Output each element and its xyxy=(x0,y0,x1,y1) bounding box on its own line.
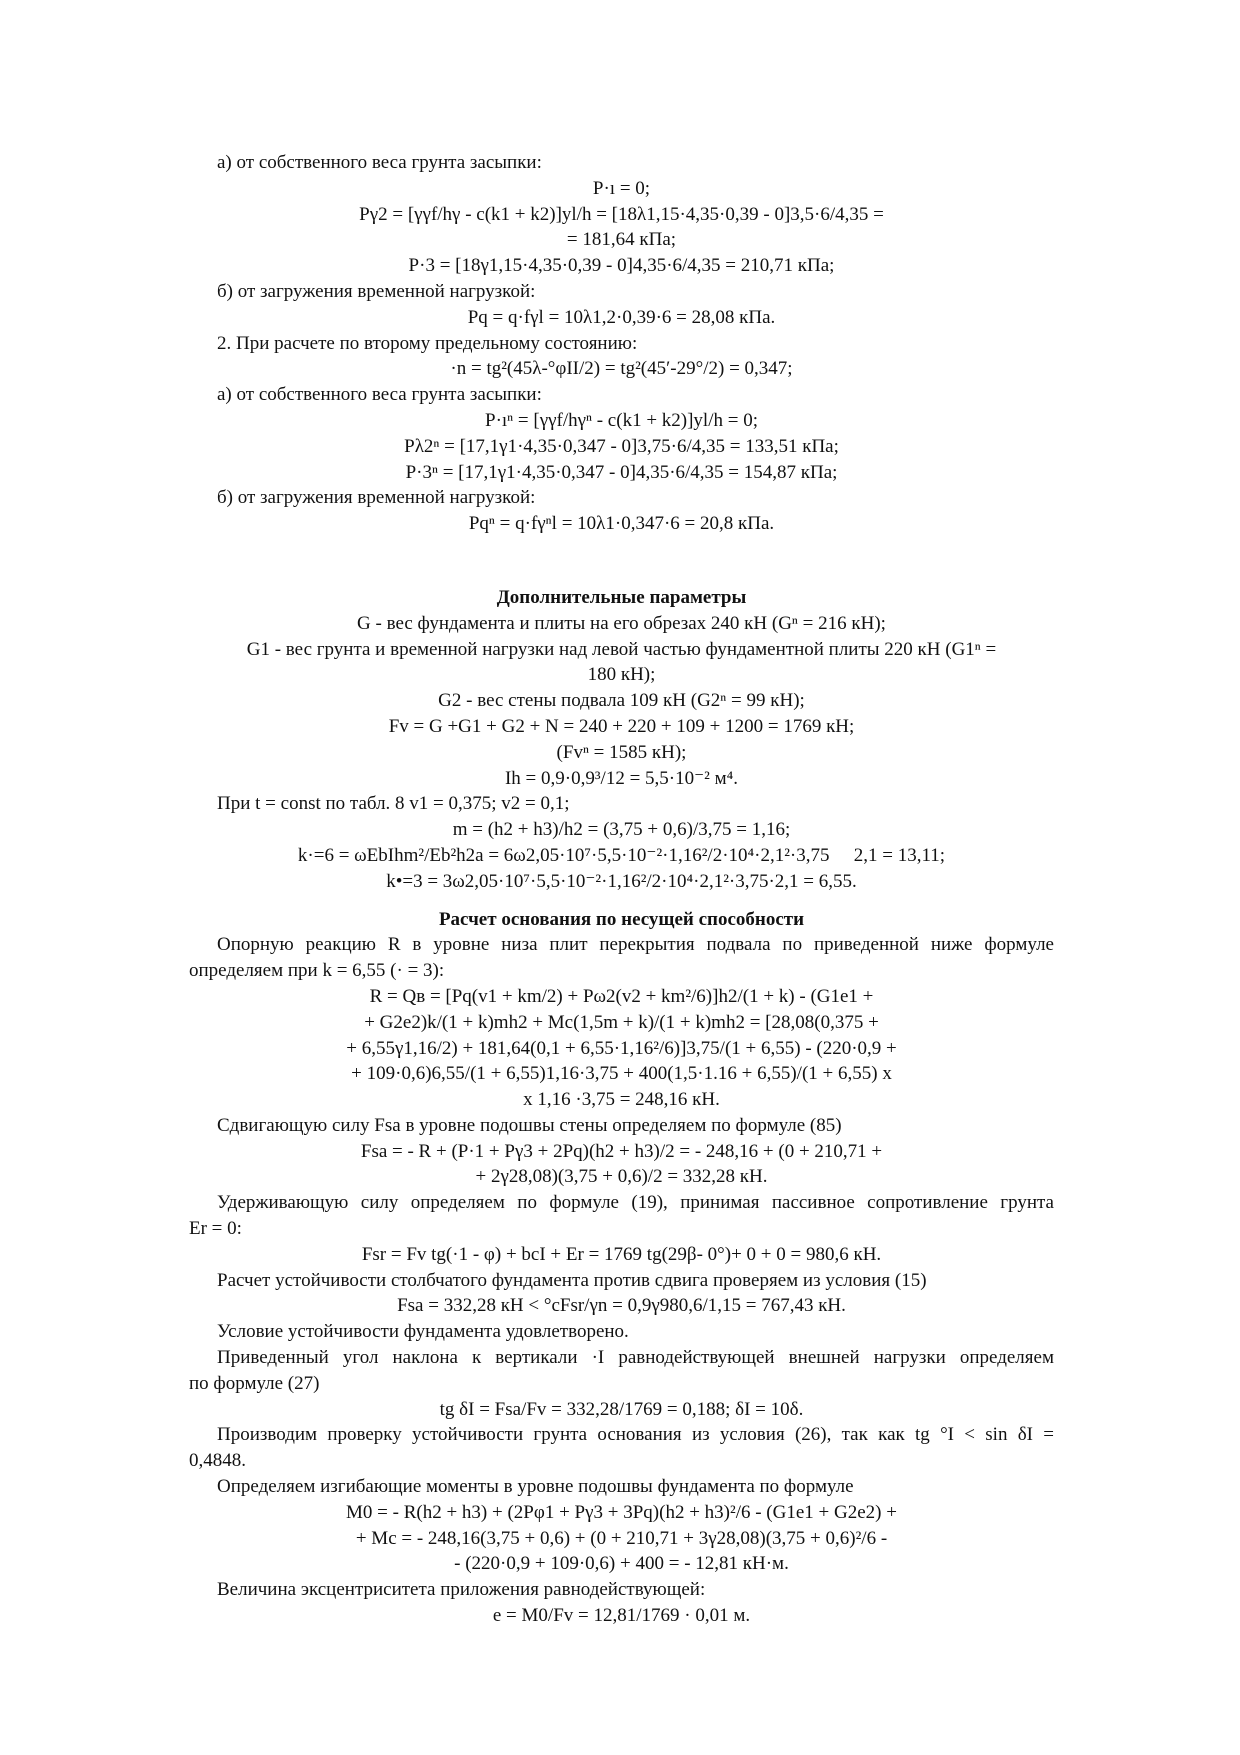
formula-line: P·ıⁿ = [γγf/hγⁿ - c(k1 + k2)]yl/h = 0; xyxy=(485,409,758,431)
formula-line: tg δI = Fsa/Fv = 332,28/1769 = 0,188; δI = 10δ. xyxy=(439,1398,804,1420)
formula-line: + 6,55γ1,16/2) + 181,64(0,1 + 6,55·1,16²/6)]3,75/(1 + 6,55) - (220·0,9 + xyxy=(346,1037,897,1059)
text-line: 2. При расчете по второму предельному состоянию: xyxy=(217,332,638,354)
formula-line: 180 кН); xyxy=(587,664,656,686)
heading-bearing-capacity: Расчет основания по несущей способности xyxy=(438,908,805,930)
section-bearing-capacity xyxy=(189,932,1054,1629)
section-gap xyxy=(189,895,1054,907)
formula-line: e = M0/Fv = 12,81/1769 · 0,01 м. xyxy=(492,1605,751,1627)
formula-line: Fsa = 332,28 кН < °cFsr/γn = 0,9γ980,6/1,15 = 767,43 кН. xyxy=(397,1295,846,1317)
text-line: по формуле (27) xyxy=(189,1372,320,1394)
formula-line: + 2γ28,08)(3,75 + 0,6)/2 = 332,28 кН. xyxy=(475,1166,768,1188)
text-line: б) от загружения временной нагрузкой: xyxy=(217,487,536,509)
formula-line: + Mc = - 248,16(3,75 + 0,6) + (0 + 210,71 + 3γ28,08)(3,75 + 0,6)²/6 - xyxy=(355,1527,888,1549)
formula-line: Fsa = - R + (P·1 + Pγ3 + 2Pq)(h2 + h3)/2 = - 248,16 + (0 + 210,71 + xyxy=(360,1140,883,1162)
formula-line: P·3ⁿ = [17,1γ1·4,35·0,347 - 0]4,35·6/4,35 = 154,87 кПа; xyxy=(405,461,838,483)
text-line: Удерживающую силу определяем по формуле (19), принимая пассивное сопротивление грунта xyxy=(217,1192,1054,1214)
formula-line: = 181,64 кПа; xyxy=(566,229,677,251)
formula-line: k·=6 = ωEbIhm²/Eb²h2a = 6ω2,05·10⁷·5,5·10⁻²·1,16²/2·10⁴·2,1²·3,75 ⃞ 2,1 = 13,11; xyxy=(297,844,946,866)
document-body xyxy=(189,150,1054,1629)
formula-line: Fv = G +G1 + G2 + N = 240 + 220 + 109 + 1200 = 1769 кН; xyxy=(388,715,855,737)
formula-line: + G2e2)k/(1 + k)mh2 + Mc(1,5m + k)/(1 + k)mh2 = [28,08(0,375 + xyxy=(364,1011,879,1033)
formula-line: Pqⁿ = q·fγⁿl = 10λ1·0,347·6 = 20,8 кПа. xyxy=(468,513,775,535)
text-line: 0,4848. xyxy=(189,1450,246,1472)
text-line: Сдвигающую силу Fsa в уровне подошвы стены определяем по формуле (85) xyxy=(217,1114,842,1136)
formula-line: m = (h2 + h3)/h2 = (3,75 + 0,6)/3,75 = 1,16; xyxy=(452,819,791,841)
formula-line: Fsr = Fv tg(·1 - φ) + bcI + Er = 1769 tg(29β- 0°)+ 0 + 0 = 980,6 кН. xyxy=(361,1243,882,1265)
formula-line: Ih = 0,9·0,9³/12 = 5,5·10⁻² м⁴. xyxy=(504,767,738,789)
text-line: а) от собственного веса грунта засыпки: xyxy=(217,152,542,173)
formula-line: k•=3 = 3ω2,05·10⁷·5,5·10⁻²·1,16²/2·10⁴·2,1²·3,75·2,1 = 6,55. xyxy=(386,870,857,892)
text-line: определяем при k = 6,55 (· = 3): xyxy=(189,960,445,982)
text-line: Определяем изгибающие моменты в уровне подошвы фундамента по формуле xyxy=(217,1476,854,1498)
text-line: Приведенный угол наклона к вертикали ·I равнодействующей внешней нагрузки определяем xyxy=(217,1347,1054,1369)
formula-line: - (220·0,9 + 109·0,6) + 400 = - 12,81 кН·м. xyxy=(454,1553,789,1575)
text-line: Опорную реакцию R в уровне низа плит перекрытия подвала по приведенной ниже формуле xyxy=(217,934,1054,956)
text-line: При t = const по табл. 8 v1 = 0,375; v2 = 0,1; xyxy=(217,793,570,815)
section-pressure-calculation xyxy=(189,150,1054,537)
formula-line: P·3 = [18γ1,15·4,35·0,39 - 0]4,35·6/4,35 = 210,71 кПа; xyxy=(408,255,835,277)
formula-line: Pλ2ⁿ = [17,1γ1·4,35·0,347 - 0]3,75·6/4,35 = 133,51 кПа; xyxy=(404,435,839,457)
text-line: Производим проверку устойчивости грунта основания из условия (26), так как tg °I < sin δI = xyxy=(217,1424,1054,1446)
heading-additional-parameters: Дополнительные параметры xyxy=(496,586,747,608)
section-gap xyxy=(189,537,1054,585)
formula-line: x 1,16 ·3,75 = 248,16 кН. xyxy=(523,1089,720,1111)
formula-line: M0 = - R(h2 + h3) + (2Pφ1 + Pγ3 + 3Pq)(h2 + h3)²/6 - (G1e1 + G2e2) + xyxy=(346,1501,897,1523)
formula-line: P·ı = 0; xyxy=(592,177,651,199)
formula-line: (Fvⁿ = 1585 кН); xyxy=(556,741,687,763)
formula-line: + 109·0,6)6,55/(1 + 6,55)1,16·3,75 + 400(1,5·1.16 + 6,55)/(1 + 6,55) x xyxy=(351,1063,892,1085)
text-line: Величина эксцентриситета приложения равнодействующей: xyxy=(217,1579,706,1601)
text-line: Условие устойчивости фундамента удовлетворено. xyxy=(217,1321,629,1343)
section-additional-parameters xyxy=(189,611,1054,895)
formula-line: G1 - вес грунта и временной нагрузки над левой частью фундаментной плиты 220 кН (G1ⁿ = xyxy=(246,638,997,660)
formula-line: G2 - вес стены подвала 109 кН (G2ⁿ = 99 кН); xyxy=(438,690,805,712)
formula-line: ·n = tg²(45λ-°φII/2) = tg²(45′-29°/2) = 0,347; xyxy=(450,358,793,380)
formula-line: Pq = q·fγl = 10λ1,2·0,39·6 = 28,08 кПа. xyxy=(467,306,776,328)
formula-line: R = Qв = [Pq(v1 + km/2) + Pω2(v2 + km²/6)]h2/(1 + k) - (G1e1 + xyxy=(369,985,874,1007)
text-line: Er = 0: xyxy=(189,1218,242,1240)
text-line: б) от загружения временной нагрузкой: xyxy=(217,280,536,302)
text-line: а) от собственного веса грунта засыпки: xyxy=(217,384,542,406)
formula-line: Pγ2 = [γγf/hγ - c(k1 + k2)]yl/h = [18λ1,15·4,35·0,39 - 0]3,5·6/4,35 = xyxy=(359,203,884,225)
text-line: Расчет устойчивости столбчатого фундамента против сдвига проверяем из условия (15) xyxy=(217,1269,927,1291)
formula-line: G - вес фундамента и плиты на его обрезах 240 кН (Gⁿ = 216 кН); xyxy=(357,612,886,634)
